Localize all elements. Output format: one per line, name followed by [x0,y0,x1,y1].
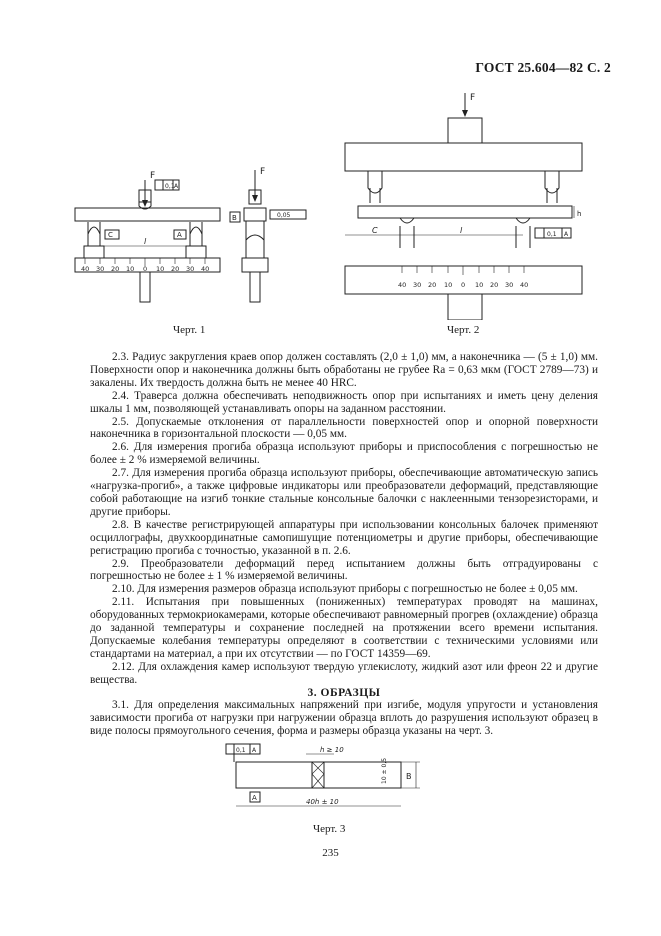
fig2-c-label: C [372,226,378,235]
paragraph-2-12: 2.12. Для охлаждения камер используют твердую углекислоту, жидкий азот или фреон 22 и другие вещества. [90,660,598,686]
fig2-caption: Черт. 2 [447,324,480,336]
paragraph-2-3: 2.3. Радиус закругления краев опор должен составлять (2,0 ± 1,0) мм, а наконечника — (5 ± 1,0) мм. Поверхности опор и наконечника должны быть обработаны не грубее Ra = 0,63 мкм (ГОСТ 2789—73) и закалены. Их твердость должна быть не менее 40 HRC. [90,351,598,389]
fig2-tol-value: 0,1 [547,231,557,238]
fig1-tol-datum: A [174,183,179,190]
fig1-tick-1: 30 [96,265,105,273]
fig3-caption: Черт. 3 [313,823,346,835]
paragraph-2-9: 2.9. Преобразователи деформаций перед испытанием должны быть отградуированы с погрешностью не более ± 1 % измеряемой величины. [90,557,598,583]
fig3-thickness: 10 ± 0,5 [381,757,388,784]
fig2-tick-7: 30 [505,281,514,289]
paragraph-3-1: 3.1. Для определения максимальных напряжений при изгибе, модуля упругости и установления зависимости прогиба от нагрузки при нагружении образца вплоть до разрушения используют образец в виде полосы прямоугольного сечения, форма и размеры образца указаны на черт. 3. [90,699,598,738]
fig3-tol-datum: A [252,747,257,754]
body-text [90,351,598,738]
fig2-tick-1: 30 [413,281,422,289]
paragraph-2-5: 2.5. Допускаемые отклонения от параллельности поверхностей опор и опорной поверхности наконечника в горизонтальной плоскости — 0,05 мм. [90,415,598,441]
fig2-tick-2: 20 [428,281,437,289]
fig1-side-b: B [232,214,237,222]
figure-2 [340,88,590,320]
fig1-tol-value: 0,1 [165,183,175,190]
paragraph-2-4: 2.4. Траверса должна обеспечивать неподвижность опор при испытаниях и иметь цену деления шкалы 1 мм, позволяющей устанавливать опоры на заданном расстоянии. [90,389,598,415]
fig1-side-tol: 0,05 [277,212,291,219]
fig1-datum-a: A [177,231,182,239]
fig2-tick-8: 40 [520,281,529,289]
fig3-tol-value: 0,1 [236,747,246,754]
fig3-datum-a: A [252,794,257,802]
fig1-tick-7: 30 [186,265,195,273]
fig1-c-label: C [108,231,113,239]
fig2-tick-0: 40 [398,281,407,289]
fig2-tick-5: 10 [475,281,484,289]
fig1-length-label: l [144,237,147,246]
fig1-caption: Черт. 1 [173,324,206,336]
fig2-tick-6: 20 [490,281,499,289]
fig2-tol-datum: A [564,231,569,238]
fig2-h-label: h [577,210,582,218]
fig1-side-force: F [260,167,266,177]
fig1-tick-0: 40 [81,265,90,273]
fig3-h-dim: h ≥ 10 [320,746,344,754]
fig1-tick-2: 20 [111,265,120,273]
fig2-tick-4: 0 [461,281,466,289]
paragraph-2-7: 2.7. Для измерения прогиба образца используют приборы, обеспечивающие автоматическую запись «нагрузка-прогиб», а также цифровые индикаторы или преобразователи деформаций, представляющие собой работающие на изгиб тонкие стальные консольные балочки с наклеенными тензорезисторами, и другие приборы. [90,467,598,518]
paragraph-2-8: 2.8. В качестве регистрирующей аппаратуры при использовании консольных балочек применяют осциллографы, двухкоординатные самопишущие потенциометры и другие приборы, обеспечивающие регистрацию прогиба с точностью, указанной в п. 2.6. [90,518,598,557]
fig1-tick-3: 10 [126,265,135,273]
section-3-title: 3. ОБРАЗЦЫ [307,686,381,699]
paragraph-2-10: 2.10. Для измерения размеров образца используют приборы с погрешностью не более ± 0,05 мм. [112,583,578,596]
fig2-force-label: F [470,93,476,103]
fig3-length: 40h ± 10 [306,798,339,806]
page-header: ГОСТ 25.604—82 С. 2 [475,60,611,75]
figure-3 [220,740,435,818]
fig1-tick-8: 40 [201,265,210,273]
fig1-tick-6: 20 [171,265,180,273]
page-number: 235 [322,847,339,859]
fig3-b-label: B [406,772,412,781]
fig1-tick-5: 10 [156,265,165,273]
fig1-force-label: F [150,171,156,181]
figure-1 [70,160,310,320]
paragraph-2-11: 2.11. Испытания при повышенных (пониженных) температурах проводят на машинах, оборудованных термокриокамерами, которые обеспечивают равномерный прогрев (охлаждение) образца до заданной температуры и сохранение последней на протяжении всего времени испытания. Допускаемые колебания температуры определяют в соответствии с техническими условиями или стандартами на материал, а при их отсутствии — по ГОСТ 14359—69. [90,596,598,660]
paragraph-2-6: 2.6. Для измерения прогиба образца используют приборы и приспособления с погрешностью не более ± 2 % измеряемой величины. [90,441,598,467]
fig1-tick-4: 0 [143,265,148,273]
fig2-length-label: l [460,226,463,235]
fig2-tick-3: 10 [444,281,453,289]
